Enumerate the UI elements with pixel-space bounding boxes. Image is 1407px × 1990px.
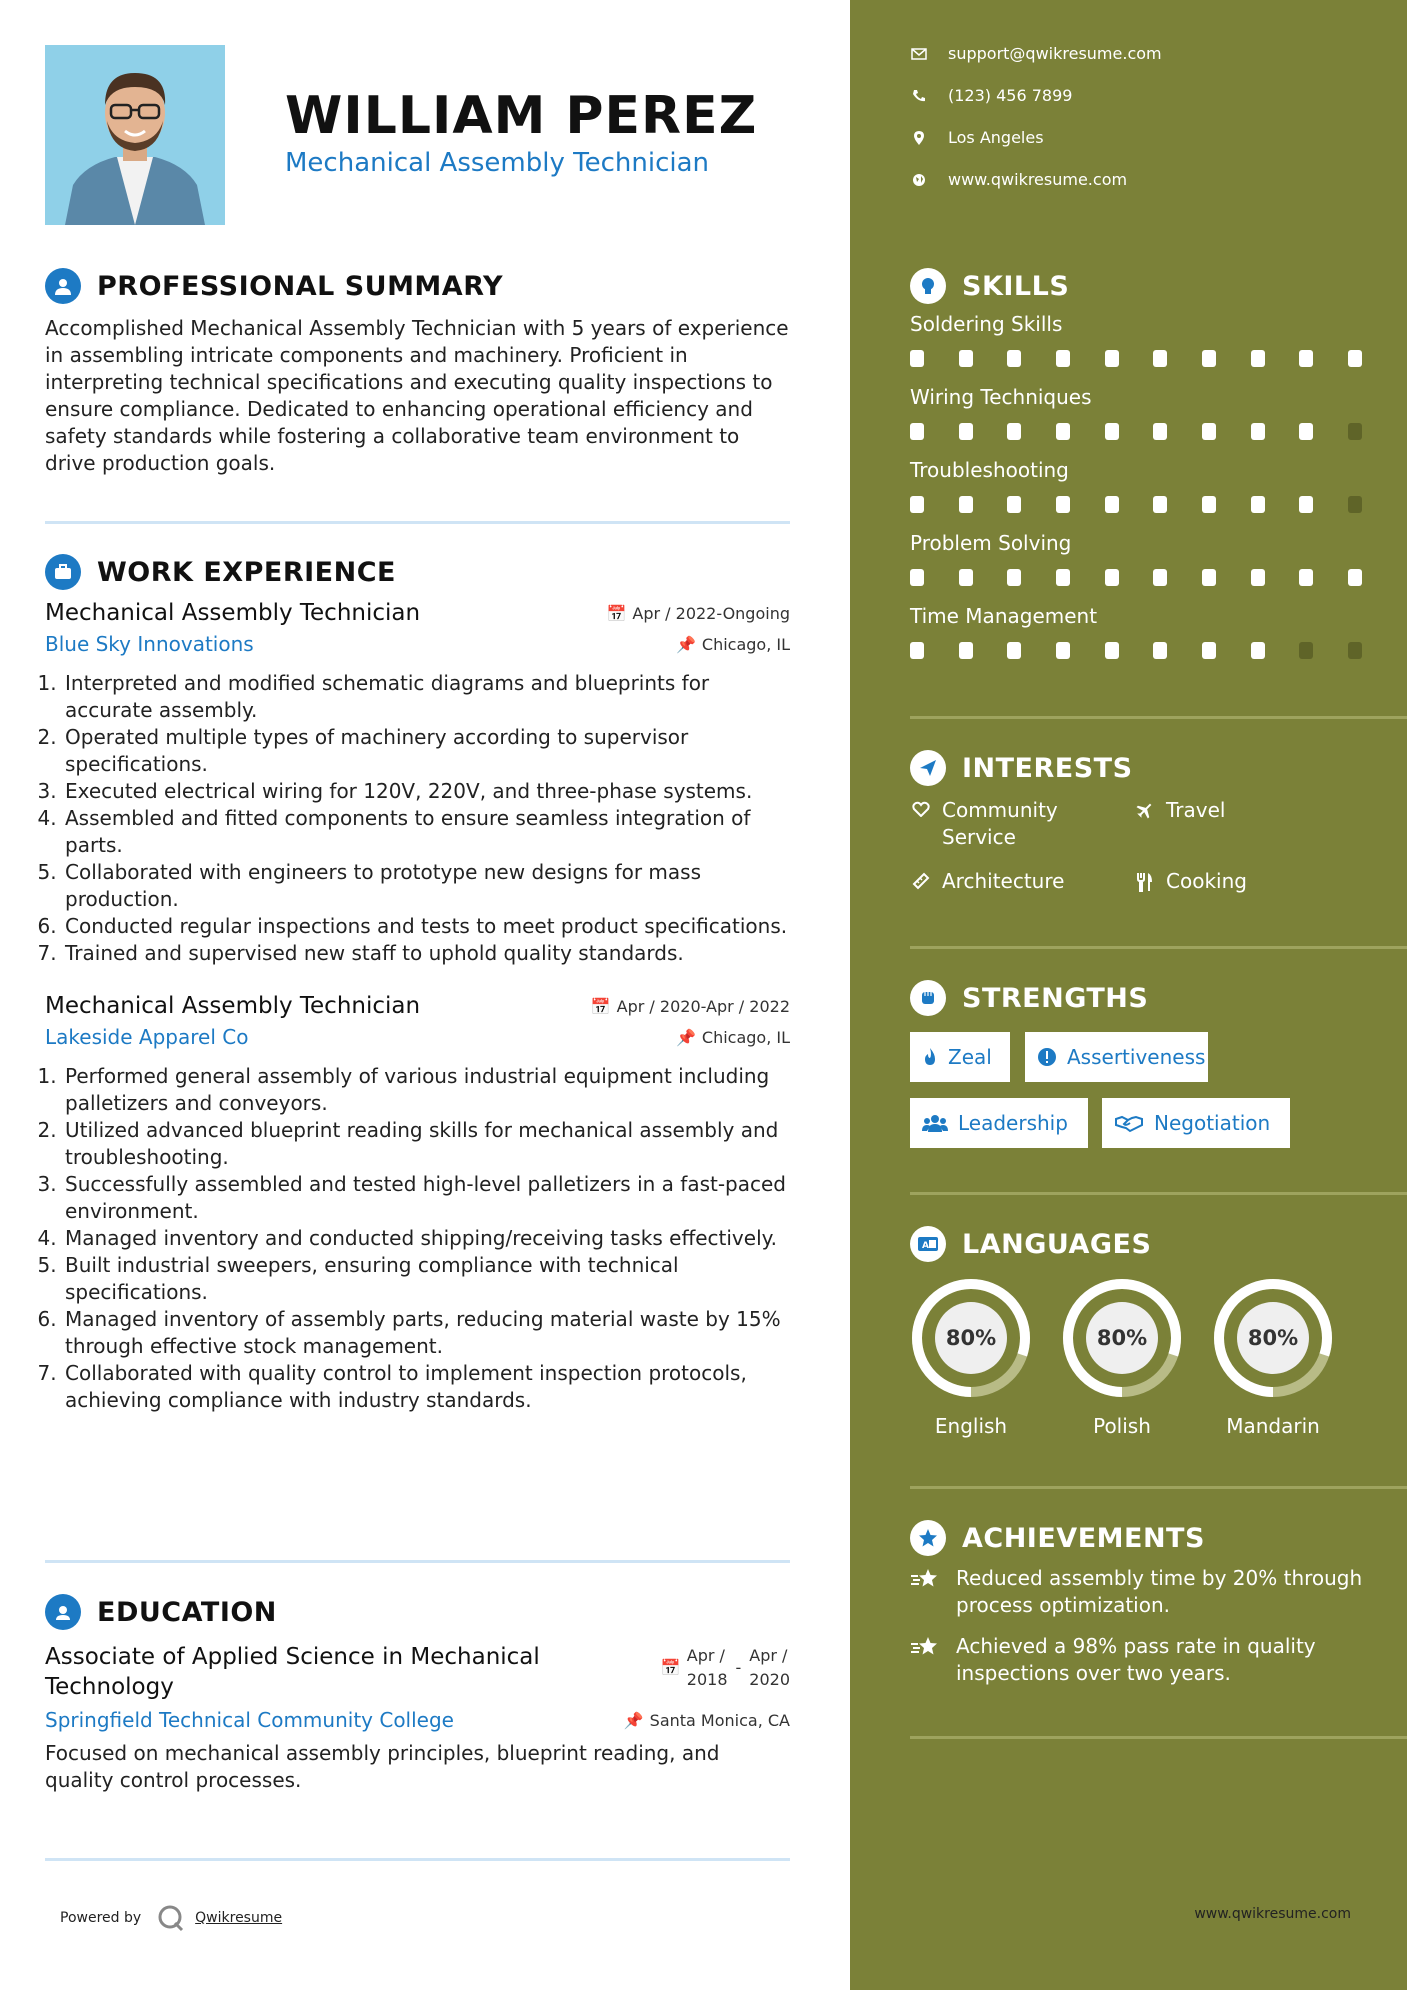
list-item: 3. Successfully assembled and tested high-level palletizers in a fast-paced environment. [63, 1171, 790, 1225]
job-entry [45, 600, 790, 967]
rating-dot-filled [1299, 423, 1313, 440]
interest-label: Service [942, 825, 1016, 849]
strength-chip [910, 1032, 1010, 1082]
calendar-icon: 📅 [660, 1658, 681, 1677]
languages-heading: LANGUAGES [962, 1228, 1152, 1260]
skill-name: Wiring Techniques [910, 385, 1092, 409]
contact-phone [910, 86, 1072, 105]
edu-end-month: Apr / [749, 1646, 788, 1665]
skill-name: Troubleshooting [910, 458, 1069, 482]
interest-item [910, 797, 1058, 851]
strength-label: Assertiveness [1067, 1045, 1206, 1069]
education-section [45, 1592, 790, 1794]
experience-section [45, 552, 790, 1414]
rating-dot-filled [1105, 569, 1119, 586]
achievement-item [910, 1633, 1390, 1687]
strength-chip [910, 1098, 1088, 1148]
list-item: 5. Built industrial sweepers, ensuring compliance with technical specifications. [63, 1252, 790, 1306]
rating-dot-filled [1056, 350, 1070, 367]
pin-icon: 📌 [623, 1710, 644, 1730]
strength-chip [1025, 1032, 1208, 1082]
language-name: Mandarin [1226, 1414, 1320, 1438]
rating-dot-filled [1153, 569, 1167, 586]
language-item [909, 1276, 1033, 1438]
achievement-text: Reduced assembly time by 20% through process optimization. [956, 1566, 1363, 1617]
rating-dot-filled [1202, 642, 1216, 659]
skill-row [910, 604, 1362, 659]
rating-dot-filled [910, 423, 924, 440]
rating-dot-filled [959, 350, 973, 367]
shooting-star-icon [910, 1633, 940, 1687]
rating-dot-filled [1251, 350, 1265, 367]
calendar-icon: 📅 [590, 996, 611, 1016]
rating-dot-filled [959, 423, 973, 440]
job-duties [45, 1063, 790, 1414]
interest-item [910, 868, 1064, 895]
rating-dot-filled [1299, 496, 1313, 513]
job-dates: Apr / 2020-Apr / 2022 [616, 996, 790, 1016]
language-name: Polish [1093, 1414, 1151, 1438]
list-item: 5. Collaborated with engineers to prototype new designs for mass production. [63, 859, 790, 913]
rating-dot-filled [1056, 423, 1070, 440]
achievements-section [910, 1518, 1407, 1558]
rating-dot-filled [1056, 642, 1070, 659]
language-progress-ring [909, 1276, 1033, 1400]
heart-hand-icon [910, 797, 932, 817]
divider [910, 1192, 1407, 1195]
rating-dot-filled [910, 642, 924, 659]
edu-end-year: 2020 [749, 1670, 790, 1689]
rating-dot-filled [1105, 642, 1119, 659]
skill-row [910, 312, 1362, 367]
footer-website: www.qwikresume.com [1194, 1906, 1351, 1922]
rating-dot-empty [1299, 642, 1313, 659]
users-icon [922, 1113, 948, 1133]
pin-icon: 📌 [675, 634, 696, 654]
phone-icon [910, 89, 928, 103]
rating-dot-filled [1056, 496, 1070, 513]
rating-dot-filled [910, 569, 924, 586]
skill-row [910, 385, 1362, 440]
rating-dot-empty [1348, 496, 1362, 513]
job-title: Mechanical Assembly Technician [45, 600, 421, 626]
degree-title [45, 1642, 540, 1702]
skill-rating [910, 642, 1362, 659]
languages-section [910, 1224, 1407, 1264]
company-name: Blue Sky Innovations [45, 632, 254, 656]
shooting-star-icon [910, 1565, 940, 1619]
map-pin-icon [910, 130, 928, 146]
divider [910, 716, 1407, 719]
user-icon [45, 268, 81, 304]
language-percent: 80% [1247, 1326, 1299, 1350]
pencil-ruler-icon [910, 868, 932, 890]
experience-heading: WORK EXPERIENCE [97, 556, 396, 588]
skills-heading: SKILLS [962, 270, 1070, 302]
achievement-text: Achieved a 98% pass rate in quality inspections over two years. [956, 1634, 1316, 1685]
language-percent: 80% [1096, 1326, 1148, 1350]
globe-icon [910, 173, 928, 187]
divider [45, 1858, 790, 1861]
rating-dot-filled [1105, 496, 1119, 513]
rating-dot-filled [1251, 423, 1265, 440]
rating-dot-filled [1105, 423, 1119, 440]
education-description: Focused on mechanical assembly principles, blueprint reading, and quality control processes. [45, 1741, 720, 1792]
profile-photo [45, 45, 225, 225]
strengths-heading: STRENGTHS [962, 982, 1149, 1014]
fist-icon [910, 980, 946, 1016]
rating-dot-filled [1007, 350, 1021, 367]
rating-dot-filled [959, 642, 973, 659]
interest-label: Community [942, 798, 1058, 822]
paper-plane-icon [910, 750, 946, 786]
rating-dot-filled [959, 496, 973, 513]
list-item: 4. Managed inventory and conducted shipping/receiving tasks effectively. [63, 1225, 790, 1252]
star-badge-icon [910, 1520, 946, 1556]
achievements-heading: ACHIEVEMENTS [962, 1522, 1205, 1554]
rating-dot-filled [1202, 423, 1216, 440]
interest-item [1134, 797, 1225, 824]
summary-text: Accomplished Mechanical Assembly Technician with 5 years of experience in assembling intricate components and machinery. Proficient in interpreting technical specifications and executing quality inspections to ensure compliance. Dedicated to enhancing operational efficiency and safety standards while fostering a collaborative team environment to drive production goals. [45, 316, 789, 475]
divider [910, 1486, 1407, 1489]
candidate-title: Mechanical Assembly Technician [285, 148, 709, 178]
school-name: Springfield Technical Community College [45, 1708, 454, 1732]
rating-dot-filled [1348, 350, 1362, 367]
rating-dot-filled [1056, 569, 1070, 586]
edu-start-month: Apr / [686, 1646, 725, 1665]
divider [910, 946, 1407, 949]
divider [45, 1560, 790, 1563]
strength-label: Leadership [958, 1111, 1068, 1135]
envelope-icon [910, 48, 928, 60]
contact-website [910, 170, 1127, 189]
list-item: 6. Conducted regular inspections and tests to meet product specifications. [63, 913, 790, 940]
rating-dot-filled [1153, 423, 1167, 440]
rating-dot-filled [1251, 569, 1265, 586]
date-dash: - [735, 1658, 742, 1677]
briefcase-icon [45, 554, 81, 590]
rating-dot-filled [1202, 496, 1216, 513]
education-heading: EDUCATION [97, 1596, 277, 1628]
interests-heading: INTERESTS [962, 752, 1133, 784]
summary-section [45, 266, 790, 477]
skill-name: Problem Solving [910, 531, 1072, 555]
skill-rating [910, 496, 1362, 513]
powered-by [60, 1904, 282, 1932]
rating-dot-filled [1153, 496, 1167, 513]
rating-dot-filled [1202, 350, 1216, 367]
job-entry [45, 993, 790, 1414]
rating-dot-filled [1251, 642, 1265, 659]
flame-icon [922, 1047, 938, 1067]
phone-text: (123) 456 7899 [948, 86, 1073, 105]
list-item: 1. Interpreted and modified schematic diagrams and blueprints for accurate assembly. [63, 670, 790, 724]
achievement-item [910, 1565, 1390, 1619]
language-item [1211, 1276, 1335, 1438]
rating-dot-filled [1202, 569, 1216, 586]
strength-chip [1102, 1098, 1290, 1148]
contact-email [910, 44, 1162, 63]
list-item: 1. Performed general assembly of various industrial equipment including palletizers and conveyors. [63, 1063, 790, 1117]
divider [45, 521, 790, 524]
job-duties [45, 670, 790, 967]
edu-start-year: 2018 [686, 1670, 728, 1689]
list-item: 4. Assembled and fitted components to ensure seamless integration of parts. [63, 805, 790, 859]
qwikresume-logo-icon [157, 1904, 185, 1932]
handshake-icon [1114, 1113, 1144, 1133]
rating-dot-empty [1348, 642, 1362, 659]
job-dates: Apr / 2022-Ongoing [632, 603, 790, 623]
qwikresume-link[interactable]: Qwikresume [195, 1910, 283, 1926]
interest-label: Cooking [1166, 869, 1247, 893]
graduation-icon [45, 1594, 81, 1630]
language-name: English [934, 1414, 1008, 1438]
rating-dot-filled [1299, 569, 1313, 586]
rating-dot-filled [1153, 642, 1167, 659]
job-title: Mechanical Assembly Technician [45, 993, 421, 1019]
skill-rating [910, 423, 1362, 440]
skill-rating [910, 350, 1362, 367]
language-progress-ring [1060, 1276, 1184, 1400]
skill-name: Time Management [910, 604, 1098, 628]
job-location: Chicago, IL [701, 1027, 790, 1047]
school-location: Santa Monica, CA [649, 1710, 790, 1730]
utensils-icon [1134, 868, 1156, 892]
calendar-icon: 📅 [606, 603, 627, 623]
rating-dot-filled [1153, 350, 1167, 367]
rating-dot-empty [1348, 423, 1362, 440]
degree-line: Technology [45, 1674, 174, 1700]
strength-label: Negotiation [1154, 1111, 1271, 1135]
list-item: 7. Trained and supervised new staff to uphold quality standards. [63, 940, 790, 967]
strengths-section [910, 978, 1407, 1018]
list-item: 6. Managed inventory of assembly parts, reducing material waste by 15% through effective stock management. [63, 1306, 790, 1360]
rating-dot-filled [910, 350, 924, 367]
rating-dot-filled [959, 569, 973, 586]
rating-dot-filled [1007, 569, 1021, 586]
rating-dot-filled [1007, 423, 1021, 440]
list-item: 3. Executed electrical wiring for 120V, 220V, and three-phase systems. [63, 778, 790, 805]
pin-icon: 📌 [675, 1027, 696, 1047]
divider [910, 1736, 1407, 1739]
interest-label: Travel [1166, 798, 1226, 822]
summary-heading: PROFESSIONAL SUMMARY [97, 270, 504, 302]
candidate-name: WILLIAM PEREZ [285, 86, 758, 146]
strength-label: Zeal [948, 1045, 992, 1069]
rating-dot-filled [1105, 350, 1119, 367]
interest-item [1134, 868, 1247, 895]
svg-text:A: A [922, 1241, 929, 1251]
interests-section [910, 748, 1407, 788]
degree-line: Associate of Applied Science in Mechanical [45, 1644, 540, 1670]
lightbulb-icon [910, 268, 946, 304]
rating-dot-filled [1251, 496, 1265, 513]
language-percent: 80% [945, 1326, 997, 1350]
job-location: Chicago, IL [701, 634, 790, 654]
rating-dot-filled [910, 496, 924, 513]
sidebar [850, 0, 1407, 1990]
list-item: 2. Utilized advanced blueprint reading skills for mechanical assembly and troubleshooting. [63, 1117, 790, 1171]
powered-by-label: Powered by [60, 1910, 142, 1926]
email-text: support@qwikresume.com [948, 44, 1162, 63]
exclamation-circle-icon [1037, 1047, 1057, 1067]
language-progress-ring [1211, 1276, 1335, 1400]
skill-rating [910, 569, 1362, 586]
rating-dot-filled [1007, 642, 1021, 659]
location-text: Los Angeles [948, 128, 1044, 147]
skill-row [910, 458, 1362, 513]
company-name: Lakeside Apparel Co [45, 1025, 249, 1049]
language-item [1060, 1276, 1184, 1438]
contact-location [910, 128, 1044, 147]
language-icon [910, 1226, 946, 1262]
rating-dot-filled [1299, 350, 1313, 367]
airplane-icon [1134, 797, 1156, 819]
website-text: www.qwikresume.com [948, 170, 1128, 189]
list-item: 2. Operated multiple types of machinery according to supervisor specifications. [63, 724, 790, 778]
interest-label: Architecture [942, 869, 1065, 893]
skill-name: Soldering Skills [910, 312, 1063, 336]
list-item: 7. Collaborated with quality control to implement inspection protocols, achieving compliance with industry standards. [63, 1360, 790, 1414]
skill-row [910, 531, 1362, 586]
rating-dot-filled [1007, 496, 1021, 513]
skills-section [910, 266, 1407, 628]
rating-dot-filled [1348, 569, 1362, 586]
